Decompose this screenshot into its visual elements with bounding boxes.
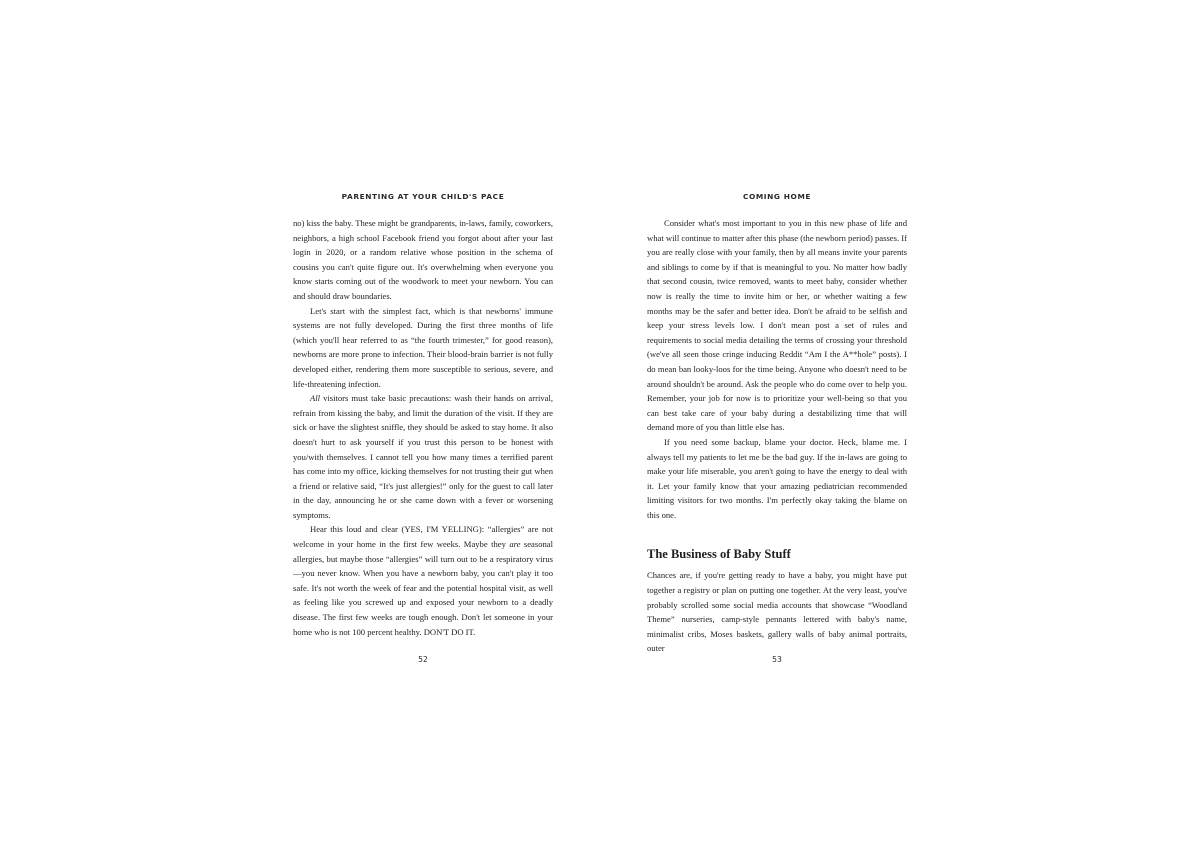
left-paragraph-4 bbox=[293, 522, 553, 639]
left-paragraph-1: no) kiss the baby. These might be grandparents, in-laws, family, coworkers, neighbors, a high school Facebook friend you forgot about after your last login in 2020, or a random relative whose position in the schema of cousins you can't quite figure out. It's overwhelming when everyone you know starts coming out of the woodwork to meet your newborn. You can and should draw boundaries. bbox=[293, 218, 553, 301]
left-page bbox=[293, 0, 553, 855]
left-paragraph-4-lead: Hear this loud and clear (YES, I'M YELLING): “allergies” are not welcome in your home in the first few weeks. Maybe they bbox=[293, 524, 553, 550]
right-body-text bbox=[647, 216, 907, 656]
left-page-number: 52 bbox=[418, 655, 428, 664]
left-paragraph-3-emphasis: All bbox=[310, 393, 321, 404]
left-running-head: PARENTING AT YOUR CHILD'S PACE bbox=[341, 192, 505, 201]
right-page-number: 53 bbox=[772, 655, 782, 664]
left-paragraph-2: Let's start with the simplest fact, which is that newborns' immune systems are not fully developed. During the first three months of life (which you'll hear referred to as “the fourth trimester,” for good reason), newborns are more prone to infection. Their blood-brain barrier is not fully developed either, rendering them more susceptible to serious, severe, and life-threatening infection. bbox=[293, 305, 553, 389]
left-paragraph-4-rest: seasonal allergies, but maybe those “allergies” will turn out to be a respiratory virus—you never know. When you have a newborn baby, you can't play it too safe. It's not worth the week of fear and the potential hospital visit, as well as feeling like you screwed up and exposed your newborn to a deadly disease. The first few weeks are tough enough. Don't let someone in your home who is not 100 percent healthy. DON'T DO IT. bbox=[293, 539, 553, 637]
left-paragraph-3-text: visitors must take basic precautions: wash their hands on arrival, refrain from kissing the baby, and limit the duration of the visit. If they are sick or have the slightest sniffle, they should be asked to stay home. It also doesn't hurt to ask yourself if you trust this person to be honest with you/with themselves. I cannot tell you how many times a terrified parent has come into my office, kicking themselves for not trusting their gut when a friend or relative said, “It's just allergies!” only for the guest to call later in the day, announcing he or she came down with a fever or worsening symptoms. bbox=[293, 393, 554, 520]
left-body-text bbox=[293, 216, 553, 639]
right-paragraph-2: If you need some backup, blame your doctor. Heck, blame me. I always tell my patients to let me be the bad guy. If the in-laws are going to make your life miserable, you aren't going to have the energy to deal with it. Let your family know that your amazing pediatrician recommended limiting visitors for two months. I'm perfectly okay taking the blame on this one. bbox=[647, 436, 907, 520]
section-heading: The Business of Baby Stuff bbox=[647, 547, 791, 562]
right-running-head: COMING HOME bbox=[742, 192, 812, 201]
right-paragraph-1: Consider what's most important to you in this new phase of life and what will continue to matter after this phase (the newborn period) passes. If you are really close with your family, then by all means invite your parents and siblings to come by if that is meaningful to you. No matter how badly that second cousin, twice removed, wants to meet baby, consider whether now is really the time to invite him or her, or whether waiting a few months may be the safer and better idea. Don't be afraid to be selfish and keep your stress levels low. I don't mean post a set of rules and requirements to social media detailing the terms of crossing your threshold (we've all seen those cringe inducing Reddit “Am I the A**hole” posts). I do mean ban looky-loos for the time being. Anyone who doesn't need to be around shouldn't be around. Ask the people who do come over to help you. Remember, your job for now is to prioritize your well-being so that you can best take care of your baby during a destabilizing time that will demand more of you than little else has. bbox=[647, 218, 907, 433]
right-page bbox=[647, 0, 907, 855]
left-paragraph-4-emphasis: are bbox=[509, 539, 521, 550]
left-paragraph-3 bbox=[293, 391, 553, 522]
section-paragraph: Chances are, if you're getting ready to have a baby, you might have put together a registry or plan on putting one together. At the very least, you've probably scrolled some social media accounts that showcase “Woodland Theme” nurseries, camp-style pennants lettered with baby's name, minimalist cribs, Moses baskets, gallery walls of baby animal portraits, outer bbox=[647, 570, 907, 654]
